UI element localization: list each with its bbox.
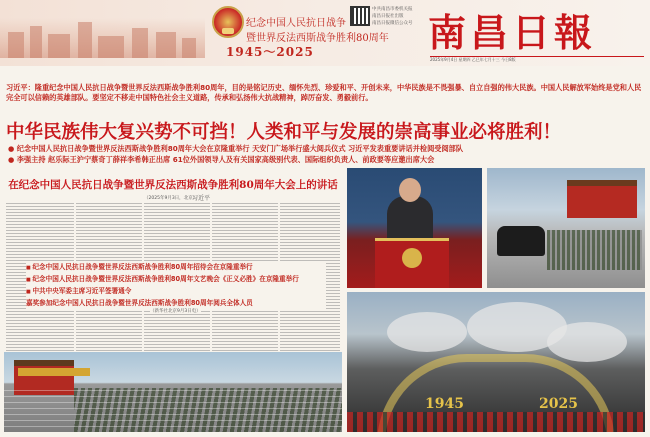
crowd-flags <box>347 412 645 432</box>
fireworks-year-right: 2025 <box>539 396 578 412</box>
smoke-cloud <box>387 312 467 352</box>
masthead-decoration-soldiers <box>0 18 205 58</box>
article-date: （2025年9月3日，北京） <box>144 196 198 201</box>
photo-leader-speech[interactable] <box>347 168 482 288</box>
national-emblem-icon <box>402 248 422 268</box>
review-car <box>497 226 545 256</box>
tiananmen-gate <box>567 180 637 218</box>
article-byline: （新华社北京9月3日电） <box>150 309 201 314</box>
article-author: 习近平 <box>192 195 211 202</box>
commemoration-emblem-icon <box>212 6 244 38</box>
qr-caption-line2: 南昌日报社出版 <box>372 14 404 19</box>
masthead <box>0 0 650 66</box>
square-lines <box>4 390 342 432</box>
qr-caption-line3: 南昌日报微信公众号 <box>372 21 413 26</box>
troop-formation <box>547 230 642 270</box>
commemorative-title-line1: 纪念中国人民抗日战争 <box>246 18 346 29</box>
newspaper-logo: 南昌日報 <box>428 10 597 55</box>
photo-parade-review-car[interactable] <box>487 168 645 288</box>
related-news-list <box>26 262 326 310</box>
subheadline-1: ● 纪念中国人民抗日战争暨世界反法西斯战争胜利80周年大会在京隆重举行 天安门广场举行盛大阅兵仪式 习近平发表重要讲话并检阅受阅部队 <box>8 144 464 153</box>
qr-caption-line1: 中共南昌市委机关报 <box>372 7 413 12</box>
photo-tiananmen-parade[interactable] <box>4 352 342 432</box>
issue-info-bar: 2025年9月4日 星期四 乙巳年七月十三 今日8版 <box>430 56 644 62</box>
smoke-cloud <box>547 322 627 362</box>
subheadline-2: ● 李强主持 赵乐际王沪宁蔡奇丁薛祥李希韩正出席 61位外国领导人及有关国家高级别代表、国际组织负责人、前政要等应邀出席大会 <box>8 155 435 164</box>
qr-code-icon <box>350 6 370 26</box>
commemorative-years: 1945～2025 <box>226 45 314 59</box>
related-news-item[interactable]: ■ 中共中央军委主席习近平签署通令 <box>26 286 326 298</box>
related-news-item[interactable]: ■ 纪念中国人民抗日战争暨世界反法西斯战争胜利80周年文艺晚会《正义必胜》在京隆重举行 <box>26 274 326 286</box>
related-news-item[interactable]: ■ 纪念中国人民抗日战争暨世界反法西斯战争胜利80周年招待会在京隆重举行 <box>26 262 326 274</box>
fireworks-year-left: 1945 <box>425 396 464 412</box>
photo-fireworks-ceremony[interactable] <box>347 292 645 432</box>
lead-summary: 习近平：隆重纪念中国人民抗日战争暨世界反法西斯战争胜利80周年，目的是铭记历史、缅怀先烈、珍爱和平、开创未来，中华民族是不畏强暴、自立自强的伟大民族。中国人民解放军始终是党和人民完全可以信赖的英雄部队。要坚定不移走中国特色社会主义道路，传承和弘扬伟大抗战精神，踔厉奋发、勇毅前行。 <box>6 83 642 102</box>
related-news-item[interactable]: 嘉奖参加纪念中国人民抗日战争暨世界反法西斯战争胜利80周年阅兵全体人员 <box>26 298 326 310</box>
commemorative-title-line2: 暨世界反法西斯战争胜利80周年 <box>246 33 389 44</box>
main-headline: 中华民族伟大复兴势不可挡！人类和平与发展的崇高事业必将胜利！ <box>6 122 562 143</box>
article-title[interactable]: 在纪念中国人民抗日战争暨世界反法西斯战争胜利80周年大会上的讲话 <box>8 179 338 191</box>
speaker-head <box>399 178 421 202</box>
